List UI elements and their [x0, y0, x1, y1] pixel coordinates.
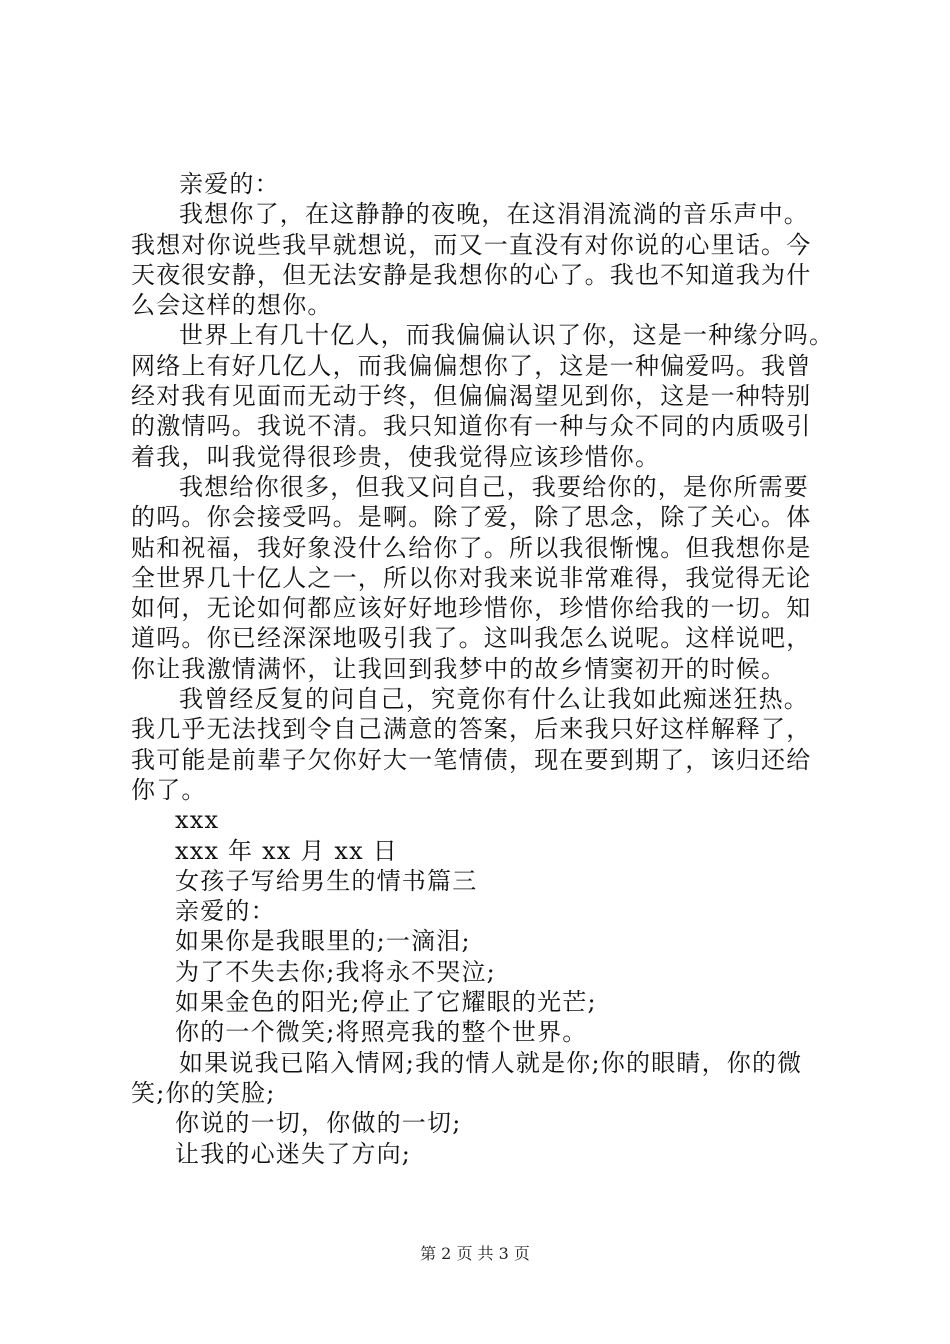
paragraph-3-line: 全世界几十亿人之一，所以你对我来说非常难得，我觉得无论 — [131, 563, 812, 592]
paragraph-3-line: 如何，无论如何都应该好好地珍惜你，珍惜你给我的一切。知 — [131, 594, 812, 623]
paragraph-3-line: 的吗。你会接受吗。是啊。除了爱，除了思念，除了关心。体 — [131, 503, 812, 532]
poem-line: 让我的心迷失了方向; — [175, 1139, 412, 1168]
paragraph-2-line: 的激情吗。我说不清。我只知道你有一种与众不同的内质吸引 — [131, 412, 812, 441]
paragraph-3-line: 你让我激情满怀，让我回到我梦中的故乡情窦初开的时候。 — [131, 654, 787, 683]
paragraph-5-line: 笑;你的笑脸; — [131, 1078, 276, 1107]
greeting: 亲爱的： — [179, 170, 280, 198]
paragraph-1-line: 么会这样的想你。 — [131, 291, 333, 320]
paragraph-4-line: 你了。 — [131, 775, 207, 804]
poem-line: 为了不失去你;我将永不哭泣; — [175, 957, 496, 986]
paragraph-2-line: 经对我有见面而无动于终，但偏偏渴望见到你，这是一种特别 — [131, 382, 812, 411]
paragraph-4-line: 我几乎无法找到令自己满意的答案，后来我只好这样解释了， — [131, 715, 812, 744]
poem-line: 你的一个微笑;将照亮我的整个世界。 — [175, 1018, 588, 1047]
page-number-footer: 第 2 页 共 3 页 — [420, 1244, 530, 1263]
letter-body — [131, 169, 835, 1169]
paragraph-3-line: 道吗。你已经深深地吸引我了。这叫我怎么说呢。这样说吧， — [131, 624, 812, 653]
paragraph-2-line: 网络上有好几亿人，而我偏偏想你了，这是一种偏爱吗。我曾 — [131, 351, 812, 380]
poem-line: 如果你是我眼里的;一滴泪; — [175, 927, 471, 956]
paragraph-1-line: 我想你了，在这静静的夜晚，在这涓涓流淌的音乐声中。 — [179, 200, 809, 229]
poem-line: 你说的一切，你做的一切; — [175, 1109, 462, 1138]
paragraph-1-line: 我想对你说些我早就想说，而又一直没有对你说的心里话。今 — [131, 230, 812, 259]
paragraph-5-line: 如果说我已陷入情网;我的情人就是你;你的眼睛，你的微 — [179, 1048, 803, 1077]
signature: xxx — [175, 806, 220, 835]
paragraph-2-line: 世界上有几十亿人，而我偏偏认识了你，这是一种缘分吗。 — [179, 321, 835, 350]
paragraph-1-line: 天夜很安静，但无法安静是我想你的心了。我也不知道我为什 — [131, 260, 812, 289]
paragraph-4-line: 我曾经反复的问自己，究竟你有什么让我如此痴迷狂热。 — [179, 685, 809, 714]
section-title: 女孩子写给男生的情书篇三 — [175, 866, 478, 895]
paragraph-3-line: 我想给你很多，但我又问自己，我要给你的，是你所需要 — [179, 472, 809, 501]
paragraph-4-line: 我可能是前辈子欠你好大一笔情债，现在要到期了，该归还给 — [131, 745, 812, 774]
poem-line: 如果金色的阳光;停止了它耀眼的光芒; — [175, 988, 597, 1017]
paragraph-3-line: 贴和祝福，我好象没什么给你了。所以我很惭愧。但我想你是 — [131, 533, 812, 562]
greeting-2: 亲爱的： — [175, 897, 276, 926]
date: xxx 年 xx 月 xx 日 — [175, 836, 398, 865]
paragraph-2-line: 着我，叫我觉得很珍贵，使我觉得应该珍惜你。 — [131, 442, 661, 471]
